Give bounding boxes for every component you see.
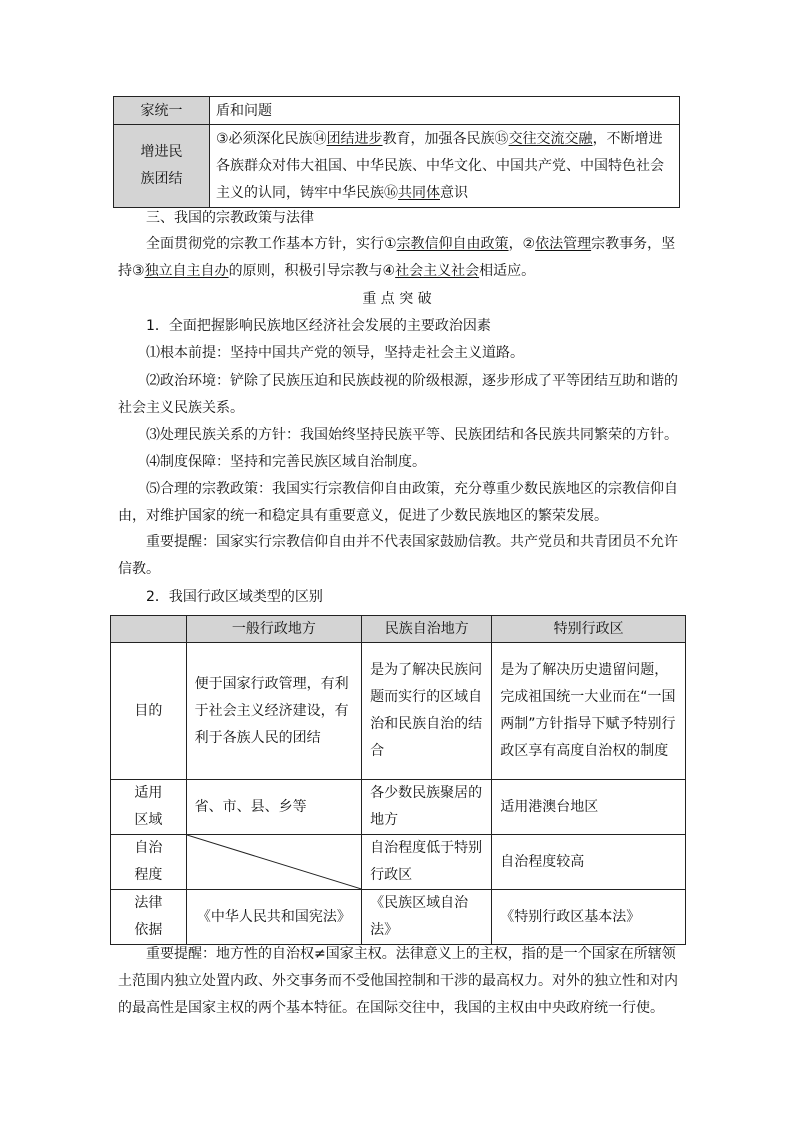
text: ，不断增进各族群众对伟大祖国、中华民族、中华文化、中国共产党、中国特色社会主义的认同，铸牢中华民族⑯	[216, 130, 664, 201]
table-cell: 是为了解决历史遗留问题，完成祖国统一大业而在“一国两制”方针指导下赋予特别行政区享有高度自治权的制度	[492, 643, 686, 780]
table-row	[111, 835, 686, 890]
underlined-answer: 独立自主自办	[144, 263, 229, 279]
table-cell: 各少数民族聚居的地方	[362, 780, 492, 835]
point-paragraph: ⑶处理民族关系的方针：我国始终坚持民族平等、民族团结和各民族共同繁荣的方针。	[146, 427, 678, 443]
row-label: 家统一	[114, 97, 210, 125]
reminder-paragraph: 重要提醒：地方性的自治权≠国家主权。法律意义上的主权，指的是一个国家在所辖领土范围内独立处置内政、外交事务而不受他国控制和干涉的最高权力。对外的独立性和对内的最高性是国家主权的两个基本特征。在国际交往中，我国的主权由中央政府统一行使。	[118, 946, 678, 1016]
text: 的原则，积极引导宗教与④	[228, 263, 396, 279]
point-paragraph: ⑵政治环境：铲除了民族压迫和民族歧视的阶级根源，逐步形成了平等团结互助和谐的社会主义民族关系。	[118, 373, 678, 416]
diagonal-line	[187, 835, 362, 889]
header-cell: 特别行政区	[492, 616, 686, 643]
empty-diagonal-cell	[186, 835, 362, 890]
table-cell: 适用港澳台地区	[492, 780, 686, 835]
table-cell: 省、市、县、乡等	[186, 780, 362, 835]
underlined-answer: 交往交流交融	[508, 130, 593, 147]
focus-heading: 重 点 突 破	[362, 291, 432, 307]
table-row	[111, 643, 686, 780]
header-cell: 一般行政地方	[186, 616, 362, 643]
religion-policy-paragraph	[118, 231, 680, 285]
table-header-row	[111, 616, 686, 643]
underlined-answer: 社会主义社会	[395, 263, 480, 279]
item-title: 1．全面把握影响民族地区经济社会发展的主要政治因素	[146, 318, 491, 334]
point-paragraph: ⑷制度保障：坚持和完善民族区域自治制度。	[146, 454, 426, 470]
label-line: 族团结	[140, 171, 183, 187]
underlined-answer: 团结进步	[326, 130, 383, 147]
header-cell: 民族自治地方	[362, 616, 492, 643]
point-paragraph: ⑴根本前提：坚持中国共产党的领导，坚持走社会主义道路。	[146, 345, 524, 361]
text: 教育，加强各民族⑮	[382, 130, 509, 147]
table-row	[111, 890, 686, 945]
text: 相适应。	[479, 263, 536, 279]
ethnic-unity-table	[113, 96, 680, 208]
region-types-table	[110, 615, 686, 945]
table-cell: 《中华人民共和国宪法》	[186, 890, 362, 945]
underlined-answer: 共同体	[398, 184, 440, 201]
table-row	[114, 125, 680, 208]
row-label: 自治 程度	[111, 835, 187, 890]
section-heading: 三、我国的宗教政策与法律	[146, 210, 314, 226]
text: 意识	[440, 184, 468, 201]
row-label	[114, 125, 210, 208]
table-cell: 自治程度低于特别行政区	[362, 835, 492, 890]
text: ③必须深化民族⑭	[216, 130, 327, 147]
label-line: 增进民	[140, 144, 183, 160]
table-row	[114, 97, 680, 125]
text: 宗教事务，坚持③	[118, 236, 676, 279]
row-content: 盾和问题	[210, 97, 680, 125]
table-cell: 《特别行政区基本法》	[492, 890, 686, 945]
row-label: 法律 依据	[111, 890, 187, 945]
underlined-answer: 宗教信仰自由政策	[396, 236, 509, 252]
row-content	[210, 125, 680, 208]
item-title: 2．我国行政区域类型的区别	[146, 589, 323, 605]
table-cell: 便于国家行政管理，有利于社会主义经济建设，有利于各族人民的团结	[186, 643, 362, 780]
table-row	[111, 780, 686, 835]
text: ，②	[508, 236, 536, 252]
table-cell: 自治程度较高	[492, 835, 686, 890]
reminder-paragraph: 重要提醒：国家实行宗教信仰自由并不代表国家鼓励信教。共产党员和共青团员不允许信教。	[118, 534, 678, 577]
table-cell: 《民族区域自治法》	[362, 890, 492, 945]
point-paragraph: ⑸合理的宗教政策：我国实行宗教信仰自由政策，充分尊重少数民族地区的宗教信仰自由，对维护国家的统一和稳定具有重要意义，促进了少数民族地区的繁荣发展。	[118, 481, 678, 524]
header-cell	[111, 616, 187, 643]
row-label: 目的	[111, 643, 187, 780]
underlined-answer: 依法管理	[535, 236, 592, 252]
text: 全面贯彻党的宗教工作基本方针，实行①	[146, 236, 397, 252]
row-label: 适用 区域	[111, 780, 187, 835]
table-cell: 是为了解决民族问题而实行的区域自治和民族自治的结合	[362, 643, 492, 780]
